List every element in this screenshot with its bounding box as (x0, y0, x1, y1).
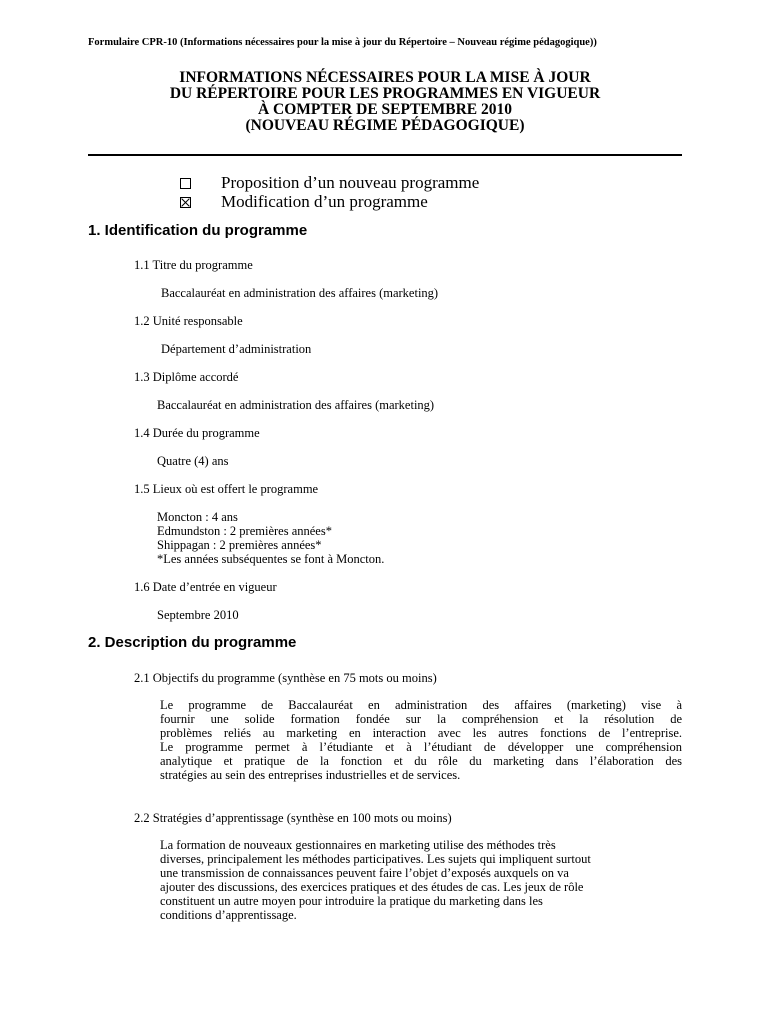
locations-list (157, 510, 384, 566)
effective-date-value: Septembre 2010 (157, 608, 239, 622)
objectives-paragraph (160, 698, 682, 782)
section-1-heading: 1. Identification du programme (88, 222, 308, 239)
item-1-3-label: 1.3 Diplôme accordé (134, 370, 239, 384)
document-title (88, 70, 682, 134)
title-divider (88, 154, 682, 156)
checked-checkbox-icon[interactable] (180, 197, 191, 208)
paragraph-line: ajouter des discussions, des exercices pratiques et des études de cas. Les jeux de rôle (160, 880, 584, 894)
paragraph-line: diverses, principalement les méthodes participatives. Les sujets qui impliquent surtout (160, 852, 591, 866)
location-line: Moncton : 4 ans (157, 510, 238, 524)
option-modify-program[interactable] (180, 193, 428, 211)
paragraph-line: constituent un autre moyen pour introduire la pratique du marketing dans les (160, 894, 543, 908)
title-line-1: INFORMATIONS NÉCESSAIRES POUR LA MISE À JOUR (179, 69, 591, 86)
paragraph-line: conditions d’apprentissage. (160, 908, 297, 922)
location-line: Shippagan : 2 premières années* (157, 538, 322, 552)
paragraph-line: fournir une solide formation fondée sur la compréhension et la résolution de (160, 712, 682, 726)
section-2-heading: 2. Description du programme (88, 634, 297, 651)
unchecked-checkbox-icon[interactable] (180, 178, 191, 189)
location-line: Edmundston : 2 premières années* (157, 524, 332, 538)
location-note: *Les années subséquentes se font à Moncton. (157, 552, 385, 566)
option-new-program-label: Proposition d’un nouveau programme (221, 173, 480, 192)
paragraph-line: une transmission de connaissances peuvent faire l’objet d’exposés auxquels on va (160, 866, 569, 880)
duration-value: Quatre (4) ans (157, 454, 229, 468)
item-2-2-label: 2.2 Stratégies d’apprentissage (synthèse en 100 mots ou moins) (134, 811, 452, 825)
program-title-value: Baccalauréat en administration des affaires (marketing) (161, 286, 439, 300)
option-modify-program-label: Modification d’un programme (221, 192, 428, 211)
paragraph-line: stratégies au sein des entreprises industrielles et de services. (160, 768, 461, 782)
option-new-program[interactable] (180, 174, 479, 192)
title-line-2: DU RÉPERTOIRE POUR LES PROGRAMMES EN VIGUEUR (169, 85, 601, 102)
paragraph-line: problèmes reliés au marketing en interaction avec les autres fonctions de l’entreprise. (160, 726, 682, 740)
learning-strategies-paragraph (160, 838, 682, 922)
paragraph-line: Le programme permet à l’étudiante et à l’étudiant de développer une compréhension (160, 740, 682, 754)
item-1-5-label: 1.5 Lieux où est offert le programme (134, 482, 319, 496)
item-1-1-label: 1.1 Titre du programme (134, 258, 253, 272)
title-line-4: (NOUVEAU RÉGIME PÉDAGOGIQUE) (245, 117, 525, 134)
paragraph-line: Le programme de Baccalauréat en administration des affaires (marketing) vise à (160, 698, 682, 712)
item-1-6-label: 1.6 Date d’entrée en vigueur (134, 580, 277, 594)
form-reference-header: Formulaire CPR-10 (Informations nécessaires pour la mise à jour du Répertoire – Nouveau régime pédagogique)) (88, 37, 597, 48)
title-line-3: À COMPTER DE SEPTEMBRE 2010 (257, 101, 513, 118)
item-1-2-label: 1.2 Unité responsable (134, 314, 243, 328)
paragraph-line: analytique et pratique de la fonction et du rôle du marketing dans l’élaboration des (160, 754, 682, 768)
item-1-4-label: 1.4 Durée du programme (134, 426, 260, 440)
paragraph-line: La formation de nouveaux gestionnaires en marketing utilise des méthodes très (160, 838, 556, 852)
item-2-1-label: 2.1 Objectifs du programme (synthèse en 75 mots ou moins) (134, 671, 437, 685)
responsible-unit-value: Département d’administration (161, 342, 312, 356)
diploma-value: Baccalauréat en administration des affaires (marketing) (157, 398, 435, 412)
